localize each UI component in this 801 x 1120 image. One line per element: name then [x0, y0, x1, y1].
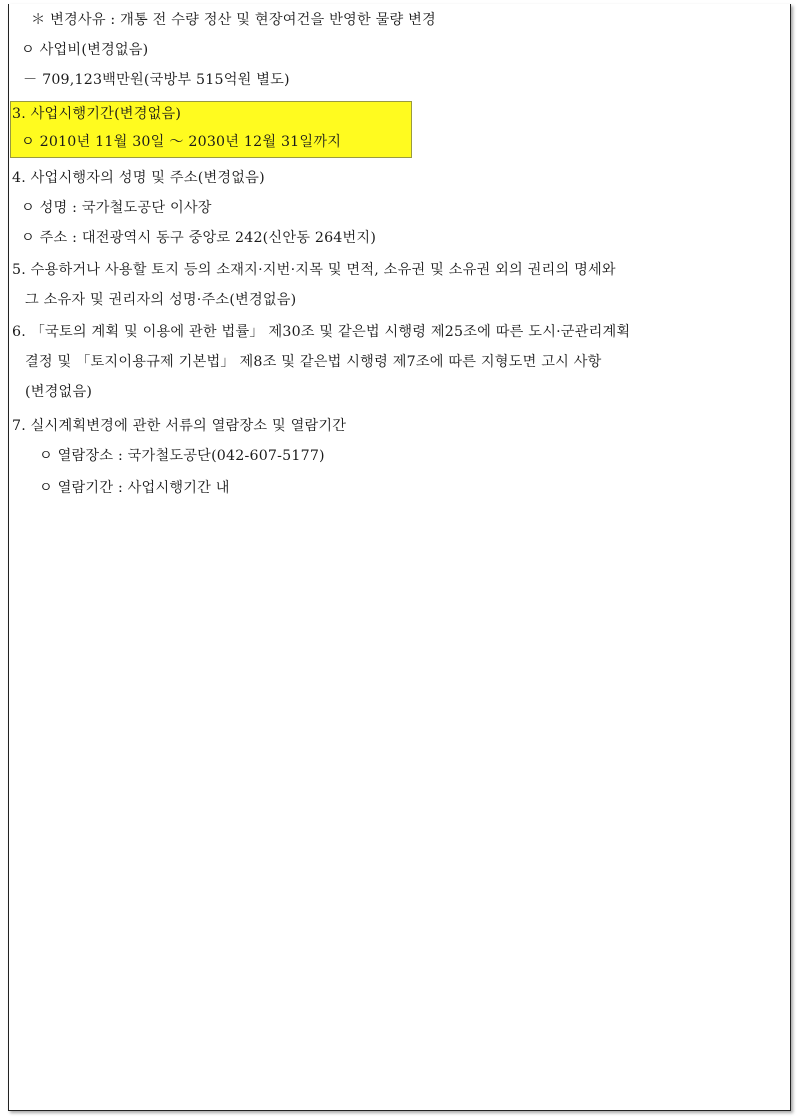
section-5-continuation: 그 소유자 및 권리자의 성명·주소(변경없음): [25, 292, 297, 308]
inspection-place-line: ㅇ 열람장소 : 국가철도공단(042-607-5177): [39, 448, 325, 464]
section-6-continuation: 결정 및 「토지이용규제 기본법」 제8조 및 같은법 시행령 제7조에 따른 지형도면 고시 사항: [25, 354, 602, 370]
operator-name-line: ㅇ 성명 : 국가철도공단 이사장: [21, 200, 212, 216]
document-page: [8, 4, 791, 1111]
section-7-heading: 7. 실시계획변경에 관한 서류의 열람장소 및 열람기간: [12, 418, 347, 434]
project-cost-value: － 709,123백만원(국방부 515억원 별도): [23, 72, 290, 88]
project-period-value: ㅇ 2010년 11월 30일 ～ 2030년 12월 31일까지: [21, 134, 342, 150]
inspection-period-line: ㅇ 열람기간 : 사업시행기간 내: [39, 480, 230, 496]
section-6-heading: 6. 「국토의 계획 및 이용에 관한 법률」 제30조 및 같은법 시행령 제25조에 따른 도시·군관리계획: [12, 324, 631, 340]
section-6-no-change: (변경없음): [25, 384, 93, 400]
operator-address-line: ㅇ 주소 : 대전광역시 동구 중앙로 242(신안동 264번지): [21, 230, 377, 246]
section-4-heading: 4. 사업시행자의 성명 및 주소(변경없음): [12, 170, 265, 186]
change-reason-line: ＊ 변경사유 : 개통 전 수량 정산 및 현장여건을 반영한 물량 변경: [31, 12, 436, 28]
section-5-heading: 5. 수용하거나 사용할 토지 등의 소재지·지번·지목 및 면적, 소유권 및 소유권 외의 권리의 명세와: [12, 262, 616, 278]
project-cost-heading: ㅇ 사업비(변경없음): [21, 42, 149, 58]
section-3-heading: 3. 사업시행기간(변경없음): [12, 106, 182, 122]
